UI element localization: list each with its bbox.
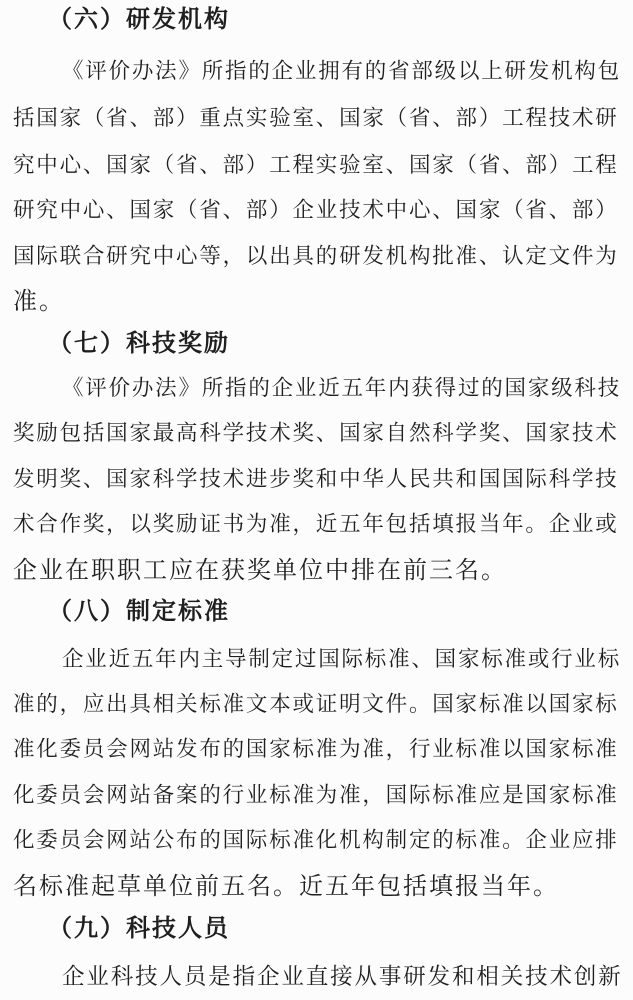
paragraph-line: 准化委员会网站发布的国家标准为准，行业标准以国家标准 <box>13 737 619 762</box>
section-heading-research-institutions: （六）研发机构 <box>48 4 230 33</box>
paragraph-line: 名标准起草单位前五名。近五年包括填报当年。 <box>13 872 559 900</box>
paragraph-line: 术合作奖，以奖励证书为准，近五年包括填报当年。企业或 <box>13 512 619 537</box>
paragraph-line: 化委员会网站备案的行业标准为准，国际标准应是国家标准 <box>13 783 619 808</box>
paragraph-line: 化委员会网站公布的国际标准化机构制定的标准。企业应排 <box>13 828 619 853</box>
paragraph-line: 发明奖、国家科学技术进步奖和中华人民共和国国际科学技 <box>13 467 619 492</box>
paragraph-line: 准。 <box>13 287 65 315</box>
paragraph-line: 准的，应出具相关标准文本或证明文件。国家标准以国家标 <box>13 692 619 717</box>
paragraph-line: 企业在职职工应在获奖单位中排在前三名。 <box>13 556 507 584</box>
paragraph-line: 《评价办法》所指的企业近五年内获得过的国家级科技 <box>62 376 622 401</box>
paragraph-line: 究中心、国家（省、部）工程实验室、国家（省、部）工程 <box>13 153 619 178</box>
paragraph-line: 企业近五年内主导制定过国际标准、国家标准或行业标 <box>62 647 622 672</box>
section-heading-sci-tech-awards: （七）科技奖励 <box>48 328 230 357</box>
paragraph-line: 奖励包括国家最高科学技术奖、国家自然科学奖、国家技术 <box>13 421 619 446</box>
paragraph-line: 企业科技人员是指企业直接从事研发和相关技术创新 <box>62 964 623 990</box>
paragraph-line: 《评价办法》所指的企业拥有的省部级以上研发机构包 <box>62 59 622 84</box>
paragraph-line: 国际联合研究中心等，以出具的研发机构批准、认定文件为 <box>13 244 619 269</box>
paragraph-line: 研究中心、国家（省、部）企业技术中心、国家（省、部） <box>13 198 619 223</box>
paragraph-line: 括国家（省、部）重点实验室、国家（省、部）工程技术研 <box>13 106 619 131</box>
section-heading-standards: （八）制定标准 <box>48 596 230 625</box>
section-heading-sci-tech-personnel: （九）科技人员 <box>48 913 230 942</box>
